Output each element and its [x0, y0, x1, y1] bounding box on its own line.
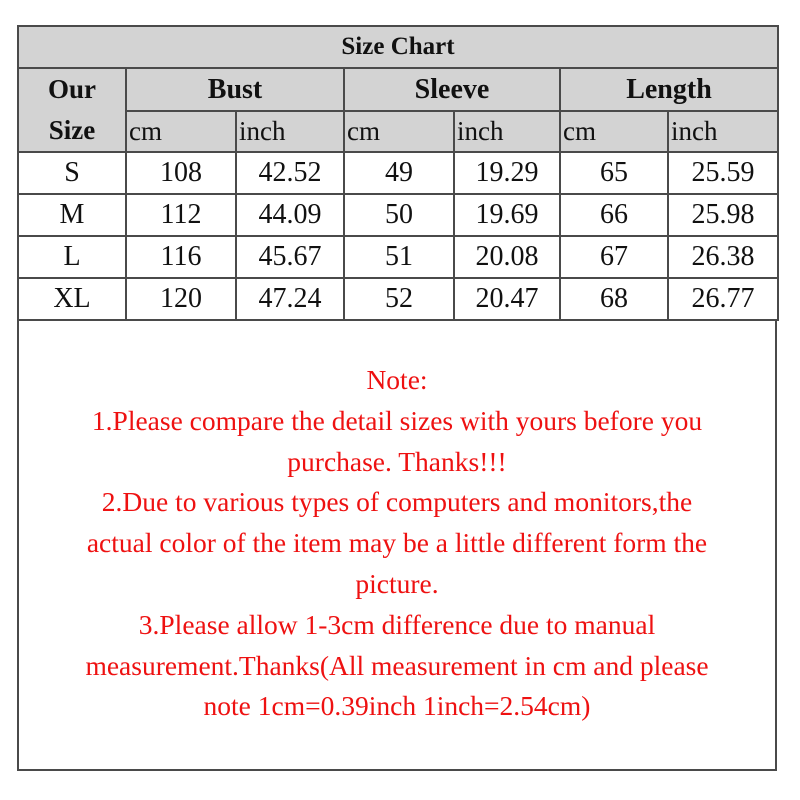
- bust-inch-value: 44.09: [236, 194, 344, 236]
- title-row: [18, 26, 778, 68]
- bust-inch-unit: inch: [236, 111, 344, 152]
- sleeve-inch-value: 20.08: [454, 236, 560, 278]
- bust-inch-value: 45.67: [236, 236, 344, 278]
- note-line: 2.Due to various types of computers and monitors,the: [101, 486, 693, 518]
- sleeve-cm-value: 49: [344, 152, 454, 194]
- length-inch-unit: inch: [668, 111, 778, 152]
- table-row: [18, 236, 778, 278]
- length-header: Length: [560, 68, 778, 111]
- size-label: M: [18, 194, 126, 236]
- length-inch-value: 26.77: [668, 278, 778, 320]
- bust-cm-unit: cm: [126, 111, 236, 152]
- bust-inch-value: 47.24: [236, 278, 344, 320]
- length-cm-value: 67: [560, 236, 668, 278]
- our-size-line2: Size: [48, 115, 96, 145]
- unit-header-row: [18, 111, 778, 152]
- bust-cm-value: 116: [126, 236, 236, 278]
- group-header-row: [18, 68, 778, 111]
- sleeve-cm-value: 52: [344, 278, 454, 320]
- size-label: L: [18, 236, 126, 278]
- sleeve-inch-unit: inch: [454, 111, 560, 152]
- sleeve-inch-value: 20.47: [454, 278, 560, 320]
- our-size-header: [18, 68, 126, 152]
- table-row: [18, 278, 778, 320]
- table-row: [18, 194, 778, 236]
- sleeve-inch-value: 19.29: [454, 152, 560, 194]
- note-line: 1.Please compare the detail sizes with yours before you: [91, 404, 703, 436]
- length-cm-value: 65: [560, 152, 668, 194]
- note-heading: Note:: [366, 364, 428, 395]
- sleeve-header: Sleeve: [344, 68, 560, 111]
- length-inch-value: 25.98: [668, 194, 778, 236]
- length-cm-value: 66: [560, 194, 668, 236]
- sleeve-cm-value: 51: [344, 236, 454, 278]
- bust-header: Bust: [126, 68, 344, 111]
- length-cm-unit: cm: [560, 111, 668, 152]
- note-line: measurement.Thanks(All measurement in cm and please: [85, 649, 709, 681]
- size-chart-table: [17, 25, 779, 321]
- sleeve-inch-value: 19.69: [454, 194, 560, 236]
- bust-cm-value: 120: [126, 278, 236, 320]
- size-label: XL: [18, 278, 126, 320]
- note-line: purchase. Thanks!!!: [287, 445, 507, 477]
- note-line: 3.Please allow 1-3cm difference due to manual: [138, 608, 656, 640]
- note-line: actual color of the item may be a little different form the: [86, 527, 708, 559]
- note-line: note 1cm=0.39inch 1inch=2.54cm): [203, 690, 591, 722]
- bust-cm-value: 108: [126, 152, 236, 194]
- notes-block: [19, 360, 775, 727]
- length-inch-value: 26.38: [668, 236, 778, 278]
- sleeve-cm-unit: cm: [344, 111, 454, 152]
- length-cm-value: 68: [560, 278, 668, 320]
- bust-inch-value: 42.52: [236, 152, 344, 194]
- note-line: picture.: [355, 567, 439, 599]
- table-row: [18, 152, 778, 194]
- sleeve-cm-value: 50: [344, 194, 454, 236]
- size-label: S: [18, 152, 126, 194]
- length-inch-value: 25.59: [668, 152, 778, 194]
- chart-title: Size Chart: [18, 26, 778, 68]
- bust-cm-value: 112: [126, 194, 236, 236]
- our-size-line1: Our: [47, 74, 96, 104]
